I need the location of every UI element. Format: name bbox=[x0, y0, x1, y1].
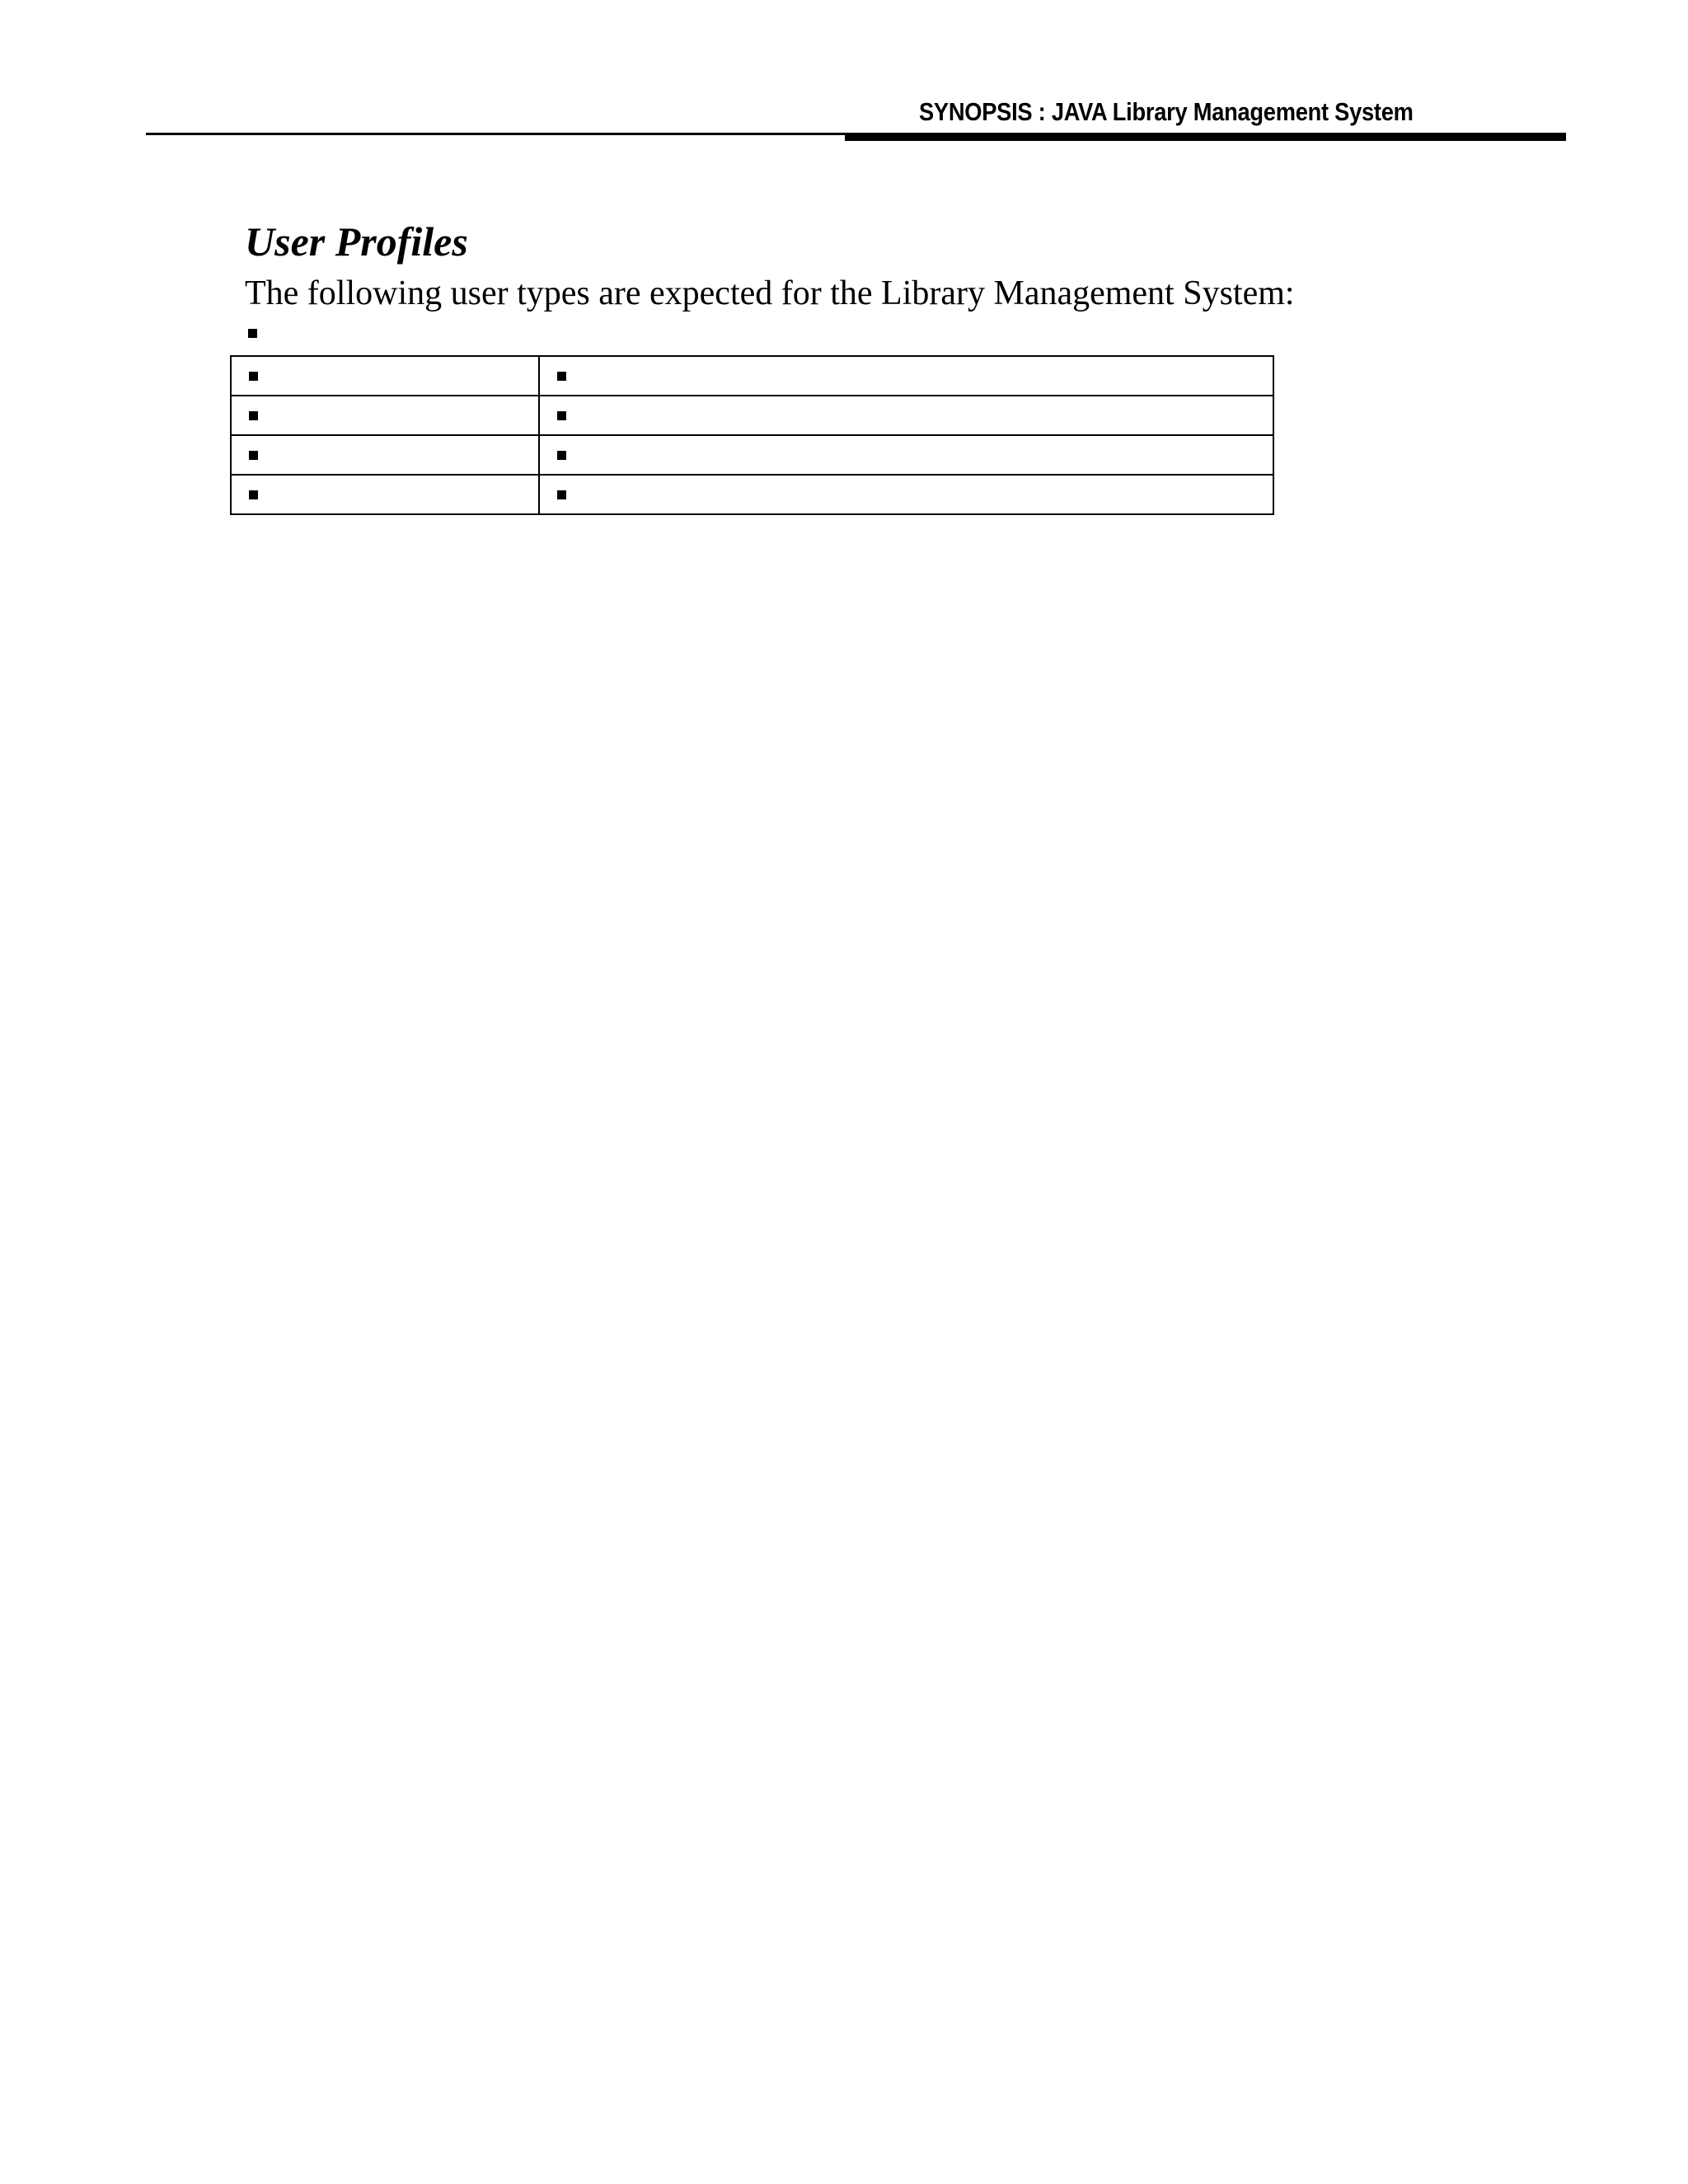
table-row bbox=[231, 356, 1273, 396]
square-bullet-icon bbox=[249, 372, 258, 381]
square-bullet-icon bbox=[249, 451, 258, 460]
table-row bbox=[231, 435, 1273, 475]
description-cell bbox=[539, 435, 1273, 475]
description-cell bbox=[539, 396, 1273, 435]
description-cell bbox=[539, 475, 1273, 514]
description-cell bbox=[539, 356, 1273, 396]
user-type-cell bbox=[231, 356, 539, 396]
square-bullet-icon bbox=[249, 490, 258, 499]
square-bullet-icon bbox=[249, 411, 258, 420]
intro-paragraph: The following user types are expected for the Library Management System: bbox=[245, 274, 1295, 312]
square-bullet-icon bbox=[248, 329, 257, 338]
table-row bbox=[231, 475, 1273, 514]
square-bullet-icon bbox=[557, 451, 566, 460]
user-type-cell bbox=[231, 435, 539, 475]
table-row bbox=[231, 396, 1273, 435]
square-bullet-icon bbox=[557, 490, 566, 499]
section-heading: User Profiles bbox=[245, 218, 468, 265]
header-rule-thick bbox=[845, 134, 1566, 141]
running-header-title: SYNOPSIS : JAVA Library Management System bbox=[919, 97, 1414, 126]
user-profiles-table bbox=[230, 355, 1274, 515]
square-bullet-icon bbox=[557, 372, 566, 381]
user-type-cell bbox=[231, 475, 539, 514]
square-bullet-icon bbox=[557, 411, 566, 420]
user-type-cell bbox=[231, 396, 539, 435]
